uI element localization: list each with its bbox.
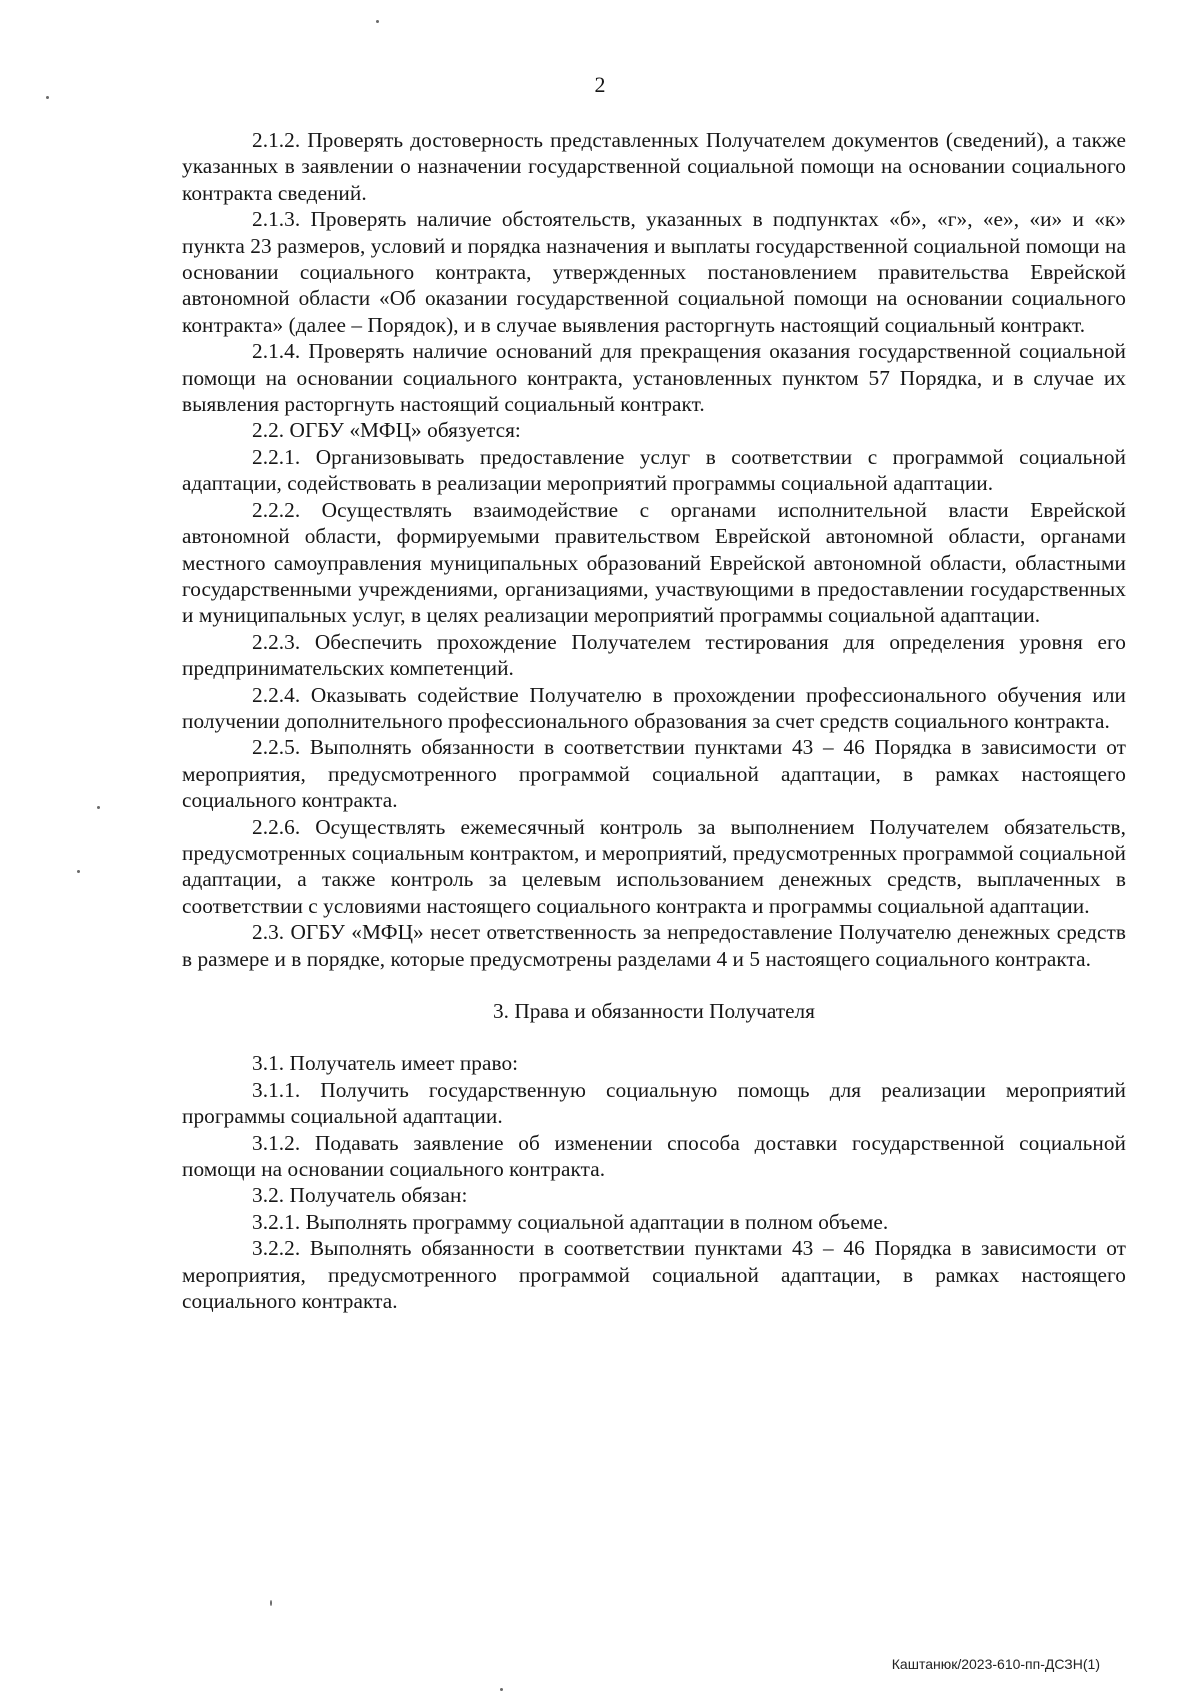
paragraph-2-2-1: 2.2.1. Организовывать предоставление услуг в соответствии с программой социальной адаптации, содействовать в реализации мероприятий программы социальной адаптации. xyxy=(182,444,1126,496)
scan-speck xyxy=(77,870,80,873)
paragraph-2-3: 2.3. ОГБУ «МФЦ» несет ответственность за непредоставление Получателю денежных средств в размере и в порядке, которые предусмотрены разделами 4 и 5 настоящего социального контракта. xyxy=(182,920,1126,971)
scan-speck xyxy=(270,1600,272,1606)
paragraph-2-2-3: 2.2.3. Обеспечить прохождение Получателем тестирования для определения уровня его предпринимательских компетенций. xyxy=(182,629,1126,681)
scan-speck xyxy=(500,1688,503,1691)
scan-speck xyxy=(97,806,100,809)
paragraph-2-2-6: 2.2.6. Осуществлять ежемесячный контроль за выполнением Получателем обязательств, предусмотренных социальным контрактом, и мероприятий, предусмотренных программой социальной адаптации, а также контроль за целевым использованием денежных средств, выплаченных в соответствии с условиями настоящего социального контракта и программы социальной адаптации. xyxy=(182,814,1126,918)
paragraph-2-2: 2.2. ОГБУ «МФЦ» обязуется: xyxy=(252,418,521,443)
scan-speck xyxy=(376,20,379,23)
paragraph-3-1-2: 3.1.2. Подавать заявление об изменении способа доставки государственной социальной помощи на основании социального контракта. xyxy=(182,1130,1126,1182)
document-body xyxy=(182,127,1126,1314)
paragraph-3-1-1: 3.1.1. Получить государственную социальную помощь для реализации мероприятий программы социальной адаптации. xyxy=(182,1077,1126,1129)
section-heading: 3. Права и обязанности Получателя xyxy=(493,999,815,1023)
page-number: 2 xyxy=(594,72,606,97)
paragraph-2-2-2: 2.2.2. Осуществлять взаимодействие с органами исполнительной власти Еврейской автономной области, формируемыми правительством Еврейской автономной области, органами местного самоуправления муниципальных образований Еврейской автономной области, областными государственными учреждениями, организациями, участвующими в предоставлении государственных и муниципальных услуг, в целях реализации мероприятий программы социальной адаптации. xyxy=(182,497,1126,628)
paragraph-2-2-4: 2.2.4. Оказывать содействие Получателю в прохождении профессионального обучения или получении дополнительного профессионального образования за счет средств социального контракта. xyxy=(182,682,1126,733)
paragraph-3-2: 3.2. Получатель обязан: xyxy=(252,1183,468,1208)
paragraph-2-1-4: 2.1.4. Проверять наличие оснований для прекращения оказания государственной социальной помощи на основании социального контракта, установленных пунктом 57 Порядка, и в случае их выявления расторгнуть настоящий социальный контракт. xyxy=(182,339,1126,417)
paragraph-2-1-3: 2.1.3. Проверять наличие обстоятельств, указанных в подпунктах «б», «г», «е», «и» и «к» пункта 23 размеров, условий и порядка назначения и выплаты государственной социальной помощи на основании социального контракта, утвержденных постановлением правительства Еврейской автономной области «Об оказании государственной социальной помощи на основании социального контракта» (далее – Порядок), и в случае выявления расторгнуть настоящий социальный контракт. xyxy=(182,207,1126,337)
paragraph-3-2-2: 3.2.2. Выполнять обязанности в соответствии пунктами 43 – 46 Порядка в зависимости от мероприятия, предусмотренного программой социальной адаптации, в рамках настоящего социального контракта. xyxy=(182,1236,1126,1314)
paragraph-2-1-2: 2.1.2. Проверять достоверность представленных Получателем документов (сведений), а также указанных в заявлении о назначении государственной социальной помощи на основании социального контракта сведений. xyxy=(182,128,1126,205)
paragraph-3-1: 3.1. Получатель имеет право: xyxy=(252,1051,519,1076)
scan-speck xyxy=(46,96,49,99)
paragraph-3-2-1: 3.2.1. Выполнять программу социальной адаптации в полном объеме. xyxy=(252,1209,889,1234)
paragraph-2-2-5: 2.2.5. Выполнять обязанности в соответствии пунктами 43 – 46 Порядка в зависимости от мероприятия, предусмотренного программой социальной адаптации, в рамках настоящего социального контракта. xyxy=(182,735,1126,813)
document-footer-code: Каштанюк/2023-610-пп-ДСЗН(1) xyxy=(891,1656,1100,1672)
